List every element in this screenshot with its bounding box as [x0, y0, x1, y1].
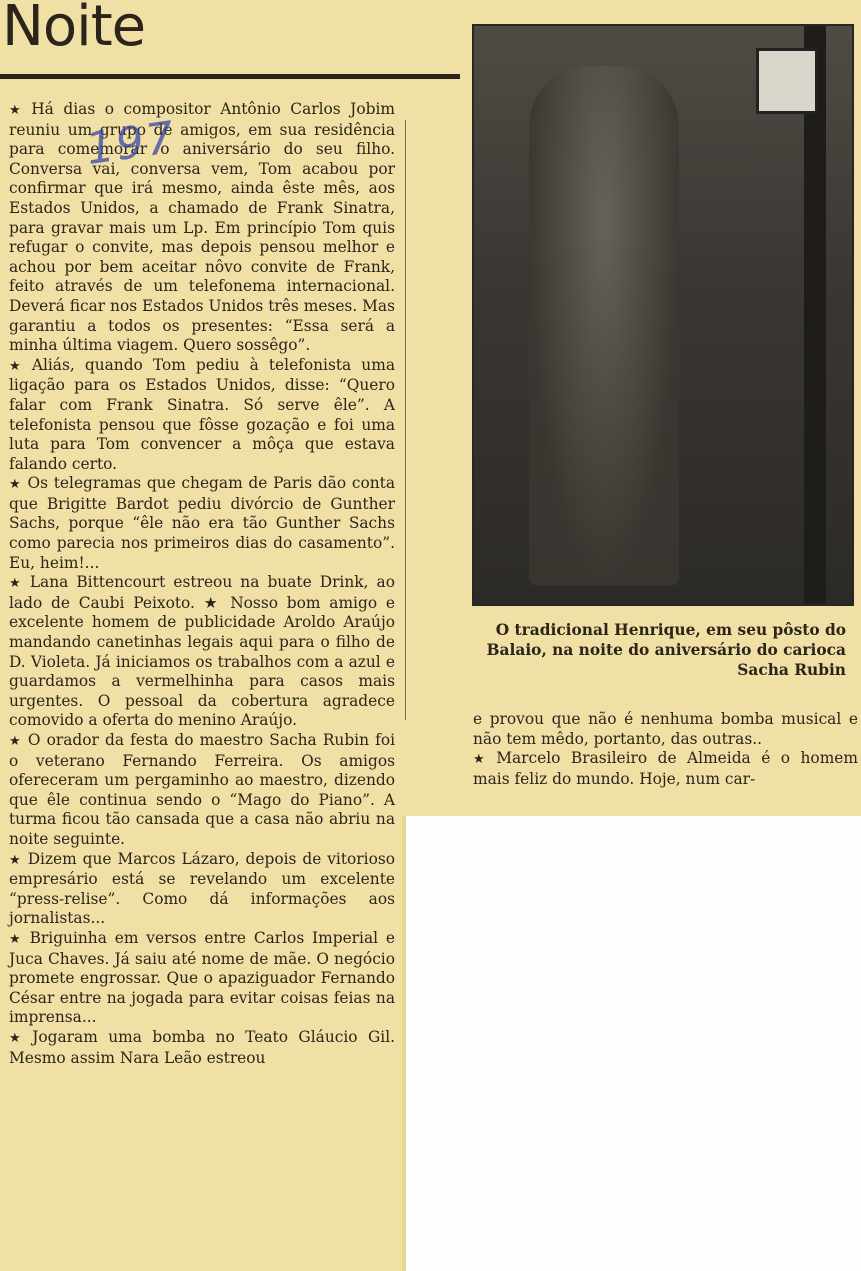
- news-item: [9, 573, 395, 731]
- right-column: [473, 710, 858, 789]
- news-item-text: Marcelo Brasileiro de Almeida é o homem mais feliz do mundo. Hoje, num car-: [473, 749, 858, 788]
- column-title: Noite: [2, 0, 146, 59]
- news-item-text: Os telegramas que chegam de Paris dão conta que Brigitte Bardot pediu divórcio de Gunther Sachs, porque “êle não era tão Gunther Sachs como parecia nos primeiros dias do casamento”. Eu, heim!...: [9, 474, 395, 572]
- star-icon: ★: [9, 931, 24, 947]
- news-item-text: Há dias o compositor Antônio Carlos Jobim reuniu um grupo de amigos, em sua residência para comemorar o aniversário do seu filho. Conversa vai, conversa vem, Tom acabou por confirmar que irá mesmo, ainda êste mês, aos Estados Unidos, a chamado de Frank Sinatra, para gravar mais um Lp. Em princípio Tom quis refugar o convite, mas depois pensou melhor e achou por bem aceitar nôvo convite de Frank, feito através de um telefonema internacional. Deverá ficar nos Estados Unidos três meses. Mas garantiu a todos os presentes: “Essa será a minha última viagem. Quero sossêgo”.: [9, 100, 395, 355]
- news-item: [9, 100, 395, 356]
- news-item: [9, 474, 395, 573]
- news-item-text: Aliás, quando Tom pediu à telefonista uma ligação para os Estados Unidos, disse: “Quero falar com Frank Sinatra. Só serve êle”. A telefonista pensou que fôsse gozação e foi uma luta para Tom convencer a môça que estava falando certo.: [9, 355, 395, 473]
- news-item: [9, 929, 395, 1028]
- photo-sign: [756, 48, 818, 114]
- blank-paper-area: [406, 816, 861, 1271]
- news-item: [9, 731, 395, 850]
- photo-caption: O tradicional Henrique, em seu pôsto do Balaio, na noite do aniversário do carioca Sacha Rubin: [486, 621, 846, 679]
- news-photo: [472, 24, 854, 606]
- news-item: [473, 749, 858, 789]
- news-item-text: Lana Bittencourt estreou na buate Drink, ao lado de Caubi Peixoto. ★ Nosso bom amigo e excelente homem de publicidade Aroldo Araújo mandando canetinhas legais aqui para o filho de D. Violeta. Já iniciamos os trabalhos com a azul e guardamos a vermelhinha para casos mais urgentes. O pessoal da cobertura agradece comovido a oferta do menino Araújo.: [9, 573, 395, 730]
- star-icon: ★: [9, 103, 26, 118]
- star-icon: ★: [9, 852, 22, 868]
- star-icon: ★: [9, 477, 22, 493]
- left-column: [9, 100, 395, 1068]
- title-rule: [0, 74, 460, 79]
- handwritten-stamp: 197: [82, 111, 180, 176]
- continuation-text: e provou que não é nenhuma bomba musical e não tem mêdo, portanto, das outras..: [473, 710, 858, 748]
- column-divider: [405, 120, 406, 720]
- star-icon: ★: [9, 358, 26, 374]
- clipping-edge: [402, 816, 406, 1271]
- news-item: [9, 850, 395, 929]
- star-icon: ★: [473, 752, 491, 768]
- news-item-text: O orador da festa do maestro Sacha Rubin foi o veterano Fernando Ferreira. Os amigos ofereceram um pergaminho ao maestro, dizendo que êle continua sendo o “Mago do Piano”. A turma ficou tão cansada que a casa não abriu na noite seguinte.: [9, 731, 396, 848]
- news-item-text: Dizem que Marcos Lázaro, depois de vitorioso empresário está se revelando um excelente “press-relise”. Como dá informações aos jornalistas...: [9, 849, 396, 928]
- star-icon: ★: [9, 576, 24, 592]
- news-item-text: Briguinha em versos entre Carlos Imperial e Juca Chaves. Já saiu até nome de mãe. O negócio promete engrossar. Que o apaziguador Fernando César entre na jogada para evitar coisas feias na imprensa...: [9, 928, 396, 1027]
- news-item: [9, 1028, 395, 1068]
- photo-figure: [529, 66, 679, 586]
- news-item: [9, 356, 395, 475]
- news-item-text: Jogaram uma bomba no Teato Gláucio Gil. Mesmo assim Nara Leão estreou: [9, 1027, 396, 1067]
- star-icon: ★: [9, 734, 22, 749]
- star-icon: ★: [9, 1030, 27, 1046]
